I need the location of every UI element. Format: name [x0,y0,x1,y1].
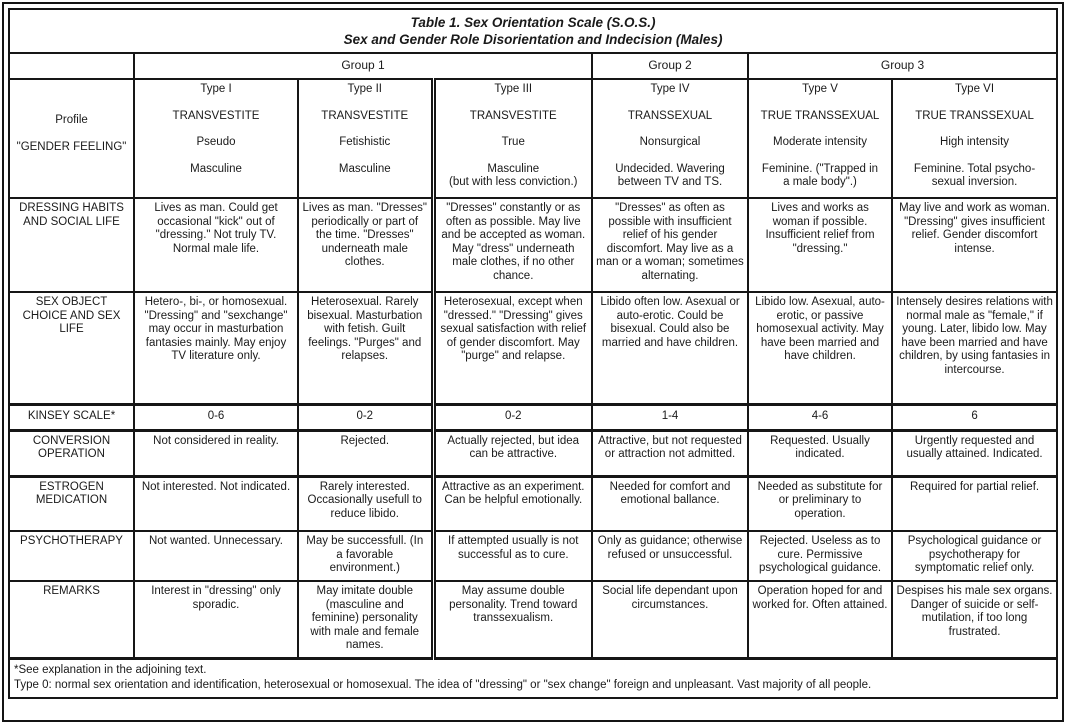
row-header-psychotherapy: PSYCHOTHERAPY [9,531,134,581]
category-label: TRANSVESTITE [321,109,409,122]
cell-conversion-type-6: Urgently requested and usually attained. Indicated. [892,430,1057,476]
category-label: TRANSSEXUAL [627,109,713,122]
cell-sexobj-type-6: Intensely desires relations with normal male as "female," if young. Later, libido low. May have been married and have children, by using fantasies in intercourse. [892,292,1057,404]
cell-dressing-type-4: "Dresses" as often as possible with insufficient relief of his gender discomfort. May live as a man or a woman; sometimes alternating. [592,198,748,292]
table-row-remarks [9,581,1057,658]
cell-sexobj-type-4: Libido often low. Asexual or auto-erotic. Could be bisexual. Could also be married and have children. [592,292,748,404]
cell-psychotherapy-type-1: Not wanted. Unnecessary. [134,531,298,581]
row-header-profile [9,79,134,198]
cell-psychotherapy-type-3: If attempted usually is not successful as to cure. [433,531,592,581]
subtype-label: True [501,136,525,148]
table-title-line1: Table 1. Sex Orientation Scale (S.O.S.) [410,15,656,30]
cell-psychotherapy-type-6: Psychological guidance or psychotherapy for symptomatic relief only. [892,531,1057,581]
cell-conversion-type-3: Actually rejected, but idea can be attractive. [433,430,592,476]
group-header-row [9,53,1057,79]
table-row-kinsey-scale [9,404,1057,430]
table-title-line2: Sex and Gender Role Disorientation and Indecision (Males) [343,32,723,47]
profile-cell-type-1 [134,79,298,198]
sos-table [8,8,1058,699]
profile-cell-type-5 [748,79,892,198]
profile-cell-type-6 [892,79,1057,198]
profile-row [9,79,1057,198]
cell-sexobj-type-1: Hetero-, bi-, or homosexual. "Dressing" and "sexchange" may occur in masturbation fantasies mainly. May enjoy TV literature only. [134,292,298,404]
category-label: TRUE TRANSSEXUAL [915,109,1034,122]
category-label: TRANSVESTITE [469,109,557,122]
cell-kinsey-type-5: 4-6 [748,404,892,430]
row-header-estrogen-medication: ESTROGEN MEDICATION [9,476,134,531]
cell-conversion-type-2: Rejected. [298,430,433,476]
footnotes-cell [9,658,1057,698]
subtype-label: Pseudo [196,136,236,148]
profile-cell-type-3 [433,79,592,198]
cell-remarks-type-4: Social life dependant upon circumstances. [592,581,748,658]
row-header-dressing-habits: DRESSING HABITS AND SOCIAL LIFE [9,198,134,292]
cell-remarks-type-6: Despises his male sex organs. Danger of suicide or self-mutilation, if too long frustrated. [892,581,1057,658]
cell-sexobj-type-2: Heterosexual. Rarely bisexual. Masturbation with fetish. Guilt feelings. "Purges" and relapses. [298,292,433,404]
feeling-label: Feminine. ("Trapped in a male body".) [761,162,879,188]
gender-feeling-label: "GENDER FEELING" [16,140,127,153]
cell-kinsey-type-1: 0-6 [134,404,298,430]
cell-dressing-type-1: Lives as man. Could get occasional "kick" out of "dressing." Not truly TV. Normal male life. [134,198,298,292]
subtype-label: High intensity [940,136,1010,148]
feeling-label: Masculine [338,162,391,175]
cell-kinsey-type-2: 0-2 [298,404,433,430]
profile-label: Profile [55,114,88,126]
cell-remarks-type-1: Interest in "dressing" only sporadic. [134,581,298,658]
footnote-asterisk: *See explanation in the adjoining text. [14,664,207,677]
cell-conversion-type-1: Not considered in reality. [134,430,298,476]
subtype-label: Fetishistic [339,136,391,148]
group-3-header: Group 3 [748,53,1057,79]
cell-sexobj-type-5: Libido low. Asexual, auto-erotic, or passive homosexual activity. May have been married and have children. [748,292,892,404]
table-title [9,9,1057,53]
type-label: Type IV [650,83,690,95]
row-header-sex-object-choice: SEX OBJECT CHOICE AND SEX LIFE [9,292,134,404]
profile-cell-type-2 [298,79,433,198]
cell-dressing-type-6: May live and work as woman. "Dressing" gives insufficient relief. Gender discomfort intense. [892,198,1057,292]
row-header-conversion-operation: CONVERSION OPERATION [9,430,134,476]
table-row-sex-object-choice [9,292,1057,404]
title-row [9,9,1057,53]
cell-sexobj-type-3: Heterosexual, except when "dressed." "Dressing" gives sexual satisfaction with relief of gender discomfort. May "purge" and relapse. [433,292,592,404]
cell-dressing-type-2: Lives as man. "Dresses" periodically or part of the time. "Dresses" underneath male clothes. [298,198,433,292]
profile-cell-type-4 [592,79,748,198]
cell-dressing-type-3: "Dresses" constantly or as often as possible. May live and be accepted as woman. May "dress" underneath male clothes, if no other chance. [433,198,592,292]
footnotes-row [9,658,1057,698]
table-row-conversion-operation [9,430,1057,476]
cell-kinsey-type-4: 1-4 [592,404,748,430]
type-label: Type III [494,83,533,95]
table-row-estrogen-medication [9,476,1057,531]
cell-estrogen-type-4: Needed for comfort and emotional ballance. [592,476,748,531]
feeling-label: Feminine. Total psycho- sexual inversion. [913,162,1036,188]
cell-conversion-type-4: Attractive, but not requested or attraction not admitted. [592,430,748,476]
feeling-label: Masculine [190,162,242,175]
cell-remarks-type-3: May assume double personality. Trend toward transsexualism. [433,581,592,658]
cell-conversion-type-5: Requested. Usually indicated. [748,430,892,476]
cell-estrogen-type-6: Required for partial relief. [892,476,1057,531]
cell-estrogen-type-5: Needed as substitute for or preliminary to operation. [748,476,892,531]
type-label: Type VI [955,83,995,95]
cell-estrogen-type-3: Attractive as an experiment. Can be helpful emotionally. [433,476,592,531]
cell-psychotherapy-type-5: Rejected. Useless as to cure. Permissive psychological guidance. [748,531,892,581]
cell-remarks-type-5: Operation hoped for and worked for. Often attained. [748,581,892,658]
group-header-empty-cell [9,53,134,79]
category-label: TRUE TRANSSEXUAL [760,109,880,122]
subtype-label: Moderate intensity [773,136,867,148]
subtype-label: Nonsurgical [639,136,701,148]
feeling-label: Masculine (but with less conviction.) [449,162,578,188]
group-2-header: Group 2 [592,53,748,79]
table-row-psychotherapy [9,531,1057,581]
type-label: Type I [200,83,232,95]
cell-kinsey-type-3: 0-2 [433,404,592,430]
row-header-kinsey-scale: KINSEY SCALE* [9,404,134,430]
cell-remarks-type-2: May imitate double (masculine and feminine) personality with male and female names. [298,581,433,658]
type-label: Type V [802,83,838,95]
type-label: Type II [347,83,383,95]
cell-estrogen-type-2: Rarely interested. Occasionally usefull to reduce libido. [298,476,433,531]
feeling-label: Undecided. Wavering between TV and TS. [615,162,725,188]
cell-kinsey-type-6: 6 [892,404,1057,430]
category-label: TRANSVESTITE [172,109,260,122]
scanned-document-page [2,2,1064,722]
row-header-remarks: REMARKS [9,581,134,658]
table-row-dressing-habits [9,198,1057,292]
cell-psychotherapy-type-4: Only as guidance; otherwise refused or unsuccessful. [592,531,748,581]
cell-dressing-type-5: Lives and works as woman if possible. Insufficient relief from "dressing." [748,198,892,292]
group-1-header: Group 1 [134,53,592,79]
cell-estrogen-type-1: Not interested. Not indicated. [134,476,298,531]
footnote-type-0: Type 0: normal sex orientation and identification, heterosexual or homosexual. The idea of "dressing" or "sex change" foreign and unpleasant. Vast majority of all people. [14,679,872,692]
cell-psychotherapy-type-2: May be successfull. (In a favorable environment.) [298,531,433,581]
